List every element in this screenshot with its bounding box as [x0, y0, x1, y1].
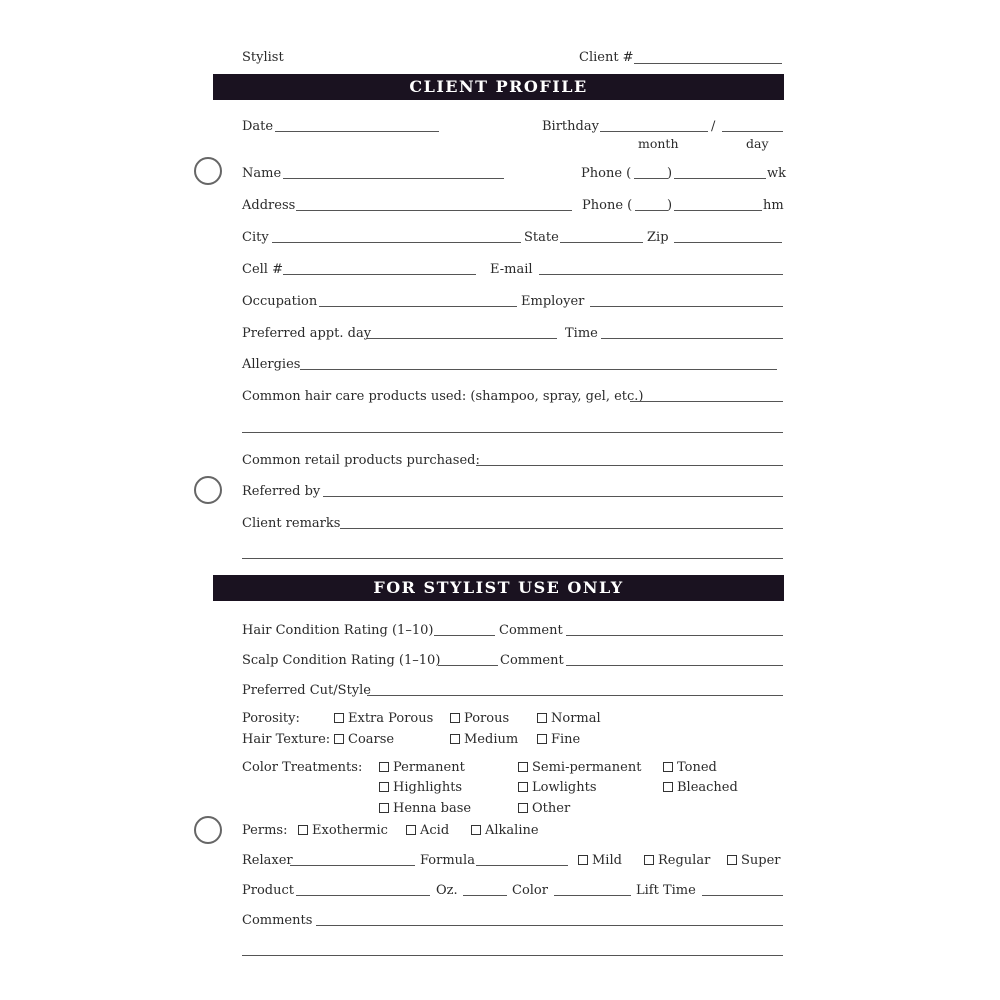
name-label: Name	[242, 166, 282, 181]
zip-field[interactable]	[674, 242, 782, 243]
color-treatments-label: Color Treatments:	[242, 760, 363, 775]
color-field[interactable]	[554, 895, 631, 896]
scalp-comment-label: Comment	[500, 653, 564, 668]
perm-alkaline-checkbox[interactable]	[471, 825, 481, 835]
hair-comment-label: Comment	[499, 623, 563, 638]
client-remarks-field[interactable]	[340, 528, 783, 529]
phone-wk-number-field[interactable]	[674, 178, 766, 179]
time-field[interactable]	[601, 338, 783, 339]
color-henna-base-checkbox[interactable]	[379, 803, 389, 813]
relaxer-regular-label: Regular	[658, 853, 711, 868]
porosity-porous-label: Porous	[464, 711, 510, 726]
hair-products-field-line-2[interactable]	[242, 432, 783, 433]
referred-by-field[interactable]	[323, 496, 783, 497]
state-label: State	[524, 230, 559, 245]
relaxer-super-checkbox[interactable]	[727, 855, 737, 865]
perm-acid-checkbox[interactable]	[406, 825, 416, 835]
color-permanent-checkbox[interactable]	[379, 762, 389, 772]
phone-hm-paren: )	[667, 198, 673, 213]
product-field[interactable]	[296, 895, 430, 896]
color-lowlights-checkbox[interactable]	[518, 782, 528, 792]
month-caption: month	[638, 136, 679, 151]
name-field[interactable]	[283, 178, 504, 179]
binder-hole-middle	[194, 476, 222, 504]
phone-wk-paren: )	[667, 166, 673, 181]
color-henna-base-label: Henna base	[393, 801, 472, 816]
color-highlights-label: Highlights	[393, 780, 463, 795]
relaxer-field[interactable]	[290, 865, 415, 866]
relaxer-mild-checkbox[interactable]	[578, 855, 588, 865]
relaxer-regular-checkbox[interactable]	[644, 855, 654, 865]
color-toned-checkbox[interactable]	[663, 762, 673, 772]
stylist-only-heading: FOR STYLIST USE ONLY	[213, 575, 784, 601]
birthday-label: Birthday	[542, 119, 599, 134]
email-field[interactable]	[539, 274, 783, 275]
preferred-day-label: Preferred appt. day	[242, 326, 372, 341]
relaxer-label: Relaxer	[242, 853, 293, 868]
day-caption: day	[746, 136, 769, 151]
color-toned-label: Toned	[677, 760, 717, 775]
perm-exothermic-checkbox[interactable]	[298, 825, 308, 835]
occupation-field[interactable]	[319, 306, 517, 307]
texture-coarse-checkbox[interactable]	[334, 734, 344, 744]
color-bleached-label: Bleached	[677, 780, 738, 795]
porosity-extra-porous-label: Extra Porous	[348, 711, 434, 726]
phone-wk-label: Phone (	[581, 166, 632, 181]
texture-coarse-label: Coarse	[348, 732, 395, 747]
product-label: Product	[242, 883, 294, 898]
texture-medium-checkbox[interactable]	[450, 734, 460, 744]
comments-field[interactable]	[316, 925, 783, 926]
hair-condition-field[interactable]	[434, 635, 495, 636]
oz-field[interactable]	[463, 895, 507, 896]
color-other-label: Other	[532, 801, 571, 816]
hair-condition-label: Hair Condition Rating (1–10)	[242, 623, 434, 638]
phone-hm-area-code-field[interactable]	[635, 210, 668, 211]
client-remarks-label: Client remarks	[242, 516, 341, 531]
client-remarks-field-line-2[interactable]	[242, 558, 783, 559]
perm-alkaline-label: Alkaline	[485, 823, 539, 838]
texture-fine-label: Fine	[551, 732, 581, 747]
allergies-label: Allergies	[242, 357, 301, 372]
state-field[interactable]	[560, 242, 643, 243]
zip-label: Zip	[647, 230, 669, 245]
porosity-normal-label: Normal	[551, 711, 601, 726]
porosity-porous-checkbox[interactable]	[450, 713, 460, 723]
email-label: E-mail	[490, 262, 533, 277]
hair-comment-field[interactable]	[566, 635, 783, 636]
scalp-comment-field[interactable]	[566, 665, 783, 666]
employer-label: Employer	[521, 294, 585, 309]
binder-hole-bottom	[194, 816, 222, 844]
texture-fine-checkbox[interactable]	[537, 734, 547, 744]
color-permanent-label: Permanent	[393, 760, 465, 775]
preferred-day-field[interactable]	[366, 338, 557, 339]
lift-time-field[interactable]	[702, 895, 783, 896]
perms-label: Perms:	[242, 823, 288, 838]
relaxer-mild-label: Mild	[592, 853, 622, 868]
address-field[interactable]	[296, 210, 572, 211]
scalp-condition-field[interactable]	[438, 665, 498, 666]
oz-label: Oz.	[436, 883, 458, 898]
birthday-month-field[interactable]	[600, 131, 708, 132]
perm-exothermic-label: Exothermic	[312, 823, 388, 838]
preferred-cut-field[interactable]	[367, 695, 783, 696]
city-label: City	[242, 230, 269, 245]
stylist-label: Stylist	[242, 50, 284, 65]
hair-texture-label: Hair Texture:	[242, 732, 331, 747]
cell-label: Cell #	[242, 262, 283, 277]
porosity-extra-porous-checkbox[interactable]	[334, 713, 344, 723]
preferred-cut-label: Preferred Cut/Style	[242, 683, 371, 698]
color-bleached-checkbox[interactable]	[663, 782, 673, 792]
hair-products-field[interactable]	[630, 401, 783, 402]
date-label: Date	[242, 119, 274, 134]
phone-hm-number-field[interactable]	[674, 210, 762, 211]
scalp-condition-label: Scalp Condition Rating (1–10)	[242, 653, 441, 668]
client-number-field[interactable]	[634, 63, 782, 64]
birthday-slash: /	[711, 119, 716, 134]
perm-acid-label: Acid	[420, 823, 450, 838]
phone-wk-area-code-field[interactable]	[634, 178, 668, 179]
phone-wk-suffix: wk	[767, 166, 787, 181]
birthday-day-field[interactable]	[722, 131, 783, 132]
phone-hm-suffix: hm	[763, 198, 784, 213]
color-lowlights-label: Lowlights	[532, 780, 597, 795]
comments-field-line-2[interactable]	[242, 955, 783, 956]
occupation-label: Occupation	[242, 294, 318, 309]
employer-field[interactable]	[590, 306, 783, 307]
referred-by-label: Referred by	[242, 484, 321, 499]
retail-products-field[interactable]	[476, 465, 783, 466]
allergies-field[interactable]	[300, 369, 777, 370]
date-field[interactable]	[275, 131, 439, 132]
color-semi-permanent-checkbox[interactable]	[518, 762, 528, 772]
color-semi-permanent-label: Semi-permanent	[532, 760, 642, 775]
retail-products-label: Common retail products purchased:	[242, 453, 480, 468]
texture-medium-label: Medium	[464, 732, 519, 747]
cell-field[interactable]	[283, 274, 476, 275]
color-highlights-checkbox[interactable]	[379, 782, 389, 792]
formula-field[interactable]	[476, 865, 568, 866]
time-label: Time	[565, 326, 598, 341]
comments-label: Comments	[242, 913, 313, 928]
color-label: Color	[512, 883, 548, 898]
color-other-checkbox[interactable]	[518, 803, 528, 813]
formula-label: Formula	[420, 853, 475, 868]
porosity-label: Porosity:	[242, 711, 300, 726]
relaxer-super-label: Super	[741, 853, 781, 868]
address-label: Address	[242, 198, 296, 213]
binder-hole-top	[194, 157, 222, 185]
porosity-normal-checkbox[interactable]	[537, 713, 547, 723]
hair-products-label: Common hair care products used: (shampoo, spray, gel, etc.)	[242, 389, 644, 404]
client-number-label: Client #	[579, 50, 634, 65]
city-field[interactable]	[272, 242, 521, 243]
phone-hm-label: Phone (	[582, 198, 633, 213]
lift-time-label: Lift Time	[636, 883, 696, 898]
client-profile-heading: CLIENT PROFILE	[213, 74, 784, 100]
